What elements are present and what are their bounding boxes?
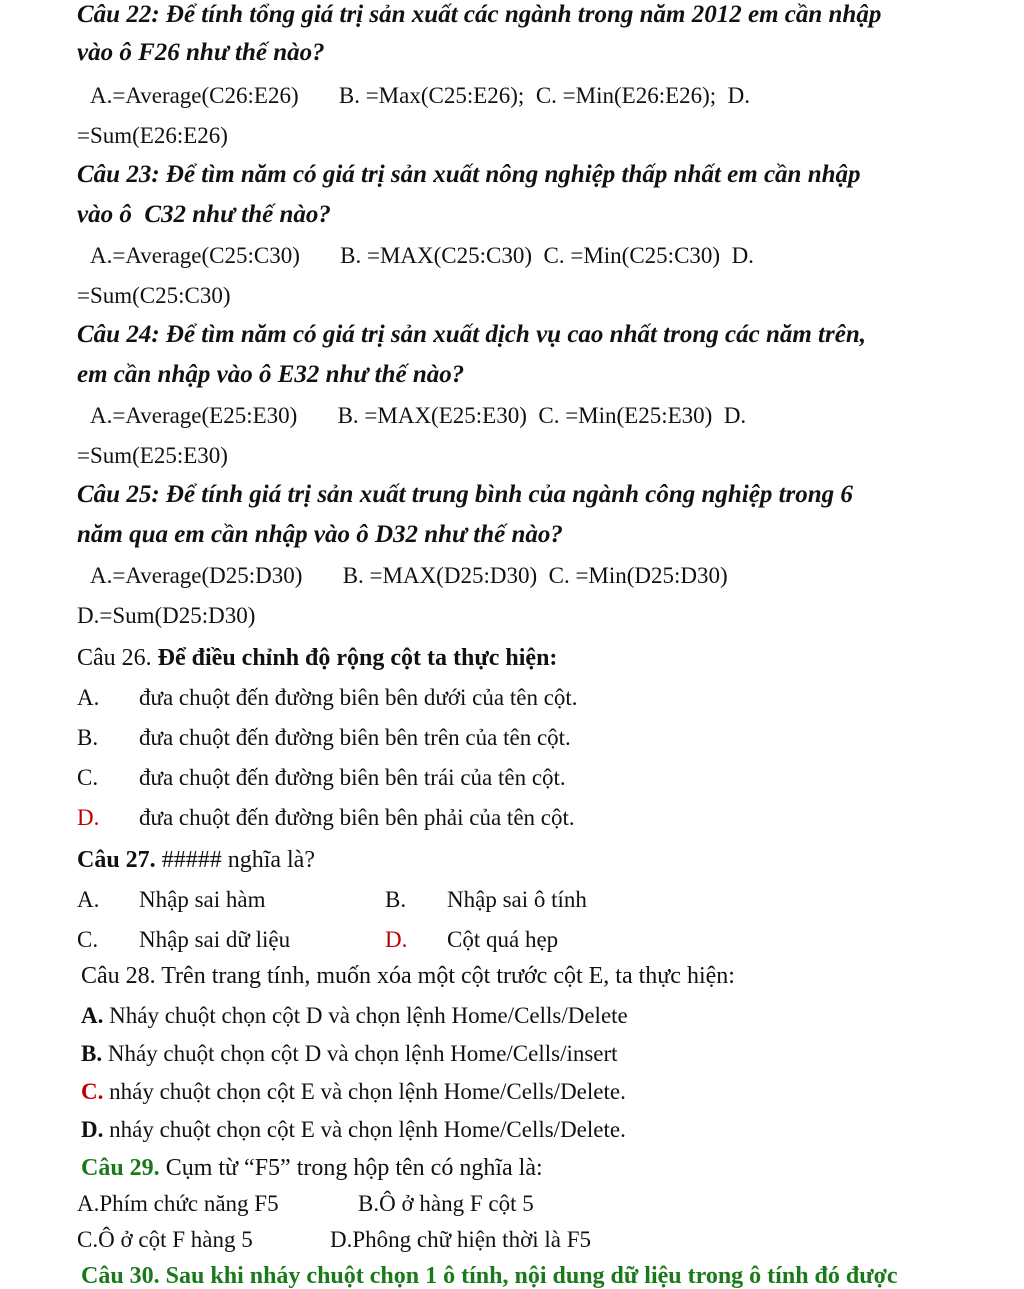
q27-heading (77, 848, 315, 872)
q27-option-a-text: Nhập sai hàm (139, 887, 266, 912)
q27-option-d-label: D. (385, 927, 408, 952)
q27-option-a (77, 888, 265, 911)
q27-option-b (385, 888, 587, 911)
q23-line1: Câu 23: Để tìm năm có giá trị sản xuất nông nghiệp thấp nhất em cần nhập (77, 161, 861, 188)
q27-option-a-label: A. (77, 887, 100, 912)
q26-option-d (77, 806, 575, 829)
q28-option-d-label: D. (81, 1117, 104, 1142)
q27-option-b-text: Nhập sai ô tính (447, 887, 587, 912)
q22-options-line2: =Sum(E26:E26) (77, 123, 228, 148)
q27-option-b-label: B. (385, 887, 407, 912)
q28-option-b (81, 1042, 618, 1065)
q22-options-line1: A.=Average(C26:E26) B. =Max(C25:E26); C. =Min(E26:E26); D. (90, 83, 751, 108)
q28-option-d (81, 1118, 626, 1141)
q27-option-d (385, 928, 558, 951)
q23-options-line1: A.=Average(C25:C30) B. =MAX(C25:C30) C. =Min(C25:C30) D. (90, 243, 754, 268)
q27-option-c-text: Nhập sai dữ liệu (139, 927, 291, 952)
q28-option-a-label: A. (81, 1003, 104, 1028)
q26-title: Để điều chỉnh độ rộng cột ta thực hiện: (157, 645, 558, 671)
q26-heading (77, 646, 557, 670)
q24-options-line2: =Sum(E25:E30) (77, 443, 228, 468)
q28-option-c-text: nháy chuột chọn cột E và chọn lệnh Home/Cells/Delete. (103, 1079, 626, 1104)
q26-option-a (77, 686, 578, 709)
q28-option-a-text: Nháy chuột chọn cột D và chọn lệnh Home/Cells/Delete (103, 1003, 628, 1028)
q29-heading (81, 1156, 543, 1180)
q24-line2: em cần nhập vào ô E32 như thế nào? (77, 361, 465, 388)
q27-option-c (77, 928, 290, 951)
q29-option-c: C.Ô ở cột F hàng 5 (77, 1227, 253, 1252)
q25-line2: năm qua em cần nhập vào ô D32 như thế nào? (77, 521, 563, 548)
q27-title: ##### nghĩa là? (155, 847, 315, 873)
q29-option-d: D.Phông chữ hiện thời là F5 (330, 1227, 592, 1252)
q27-option-d-text: Cột quá hẹp (447, 927, 559, 952)
q22-line2: vào ô F26 như thế nào? (77, 39, 325, 66)
q26-option-d-label: D. (77, 805, 100, 830)
q28-option-c-label: C. (81, 1079, 104, 1104)
q28-heading: Câu 28. Trên trang tính, muốn xóa một cột trước cột E, ta thực hiện: (81, 963, 735, 989)
q28-option-c (81, 1080, 626, 1103)
q26-option-c (77, 766, 566, 789)
q26-option-a-text: đưa chuột đến đường biên bên dưới của tên cột. (139, 685, 578, 710)
q28-option-a (81, 1004, 628, 1027)
q30-line1: Câu 30. Sau khi nháy chuột chọn 1 ô tính, nội dung dữ liệu trong ô tính đó được (81, 1263, 898, 1289)
q26-option-c-text: đưa chuột đến đường biên bên trái của tên cột. (139, 765, 566, 790)
q25-line1: Câu 25: Để tính giá trị sản xuất trung bình của ngành công nghiệp trong 6 (77, 481, 853, 508)
q23-options-line2: =Sum(C25:C30) (77, 283, 231, 308)
q26-prefix: Câu 26. (77, 645, 158, 671)
q29-option-b: B.Ô ở hàng F cột 5 (358, 1191, 534, 1216)
q24-options-line1: A.=Average(E25:E30) B. =MAX(E25:E30) C. =Min(E25:E30) D. (90, 403, 747, 428)
q26-option-b (77, 726, 571, 749)
q22-line1: Câu 22: Để tính tổng giá trị sản xuất các ngành trong năm 2012 em cần nhập (77, 1, 882, 28)
q29-title: Cụm từ “F5” trong hộp tên có nghĩa là: (159, 1155, 543, 1181)
q27-option-c-label: C. (77, 927, 99, 952)
q26-option-d-text: đưa chuột đến đường biên bên phải của tên cột. (139, 805, 575, 830)
q29-option-a: A.Phím chức năng F5 (77, 1191, 279, 1216)
q28-option-b-text: Nháy chuột chọn cột D và chọn lệnh Home/Cells/insert (102, 1041, 618, 1066)
q28-option-b-label: B. (81, 1041, 103, 1066)
q26-option-a-label: A. (77, 685, 100, 710)
q28-option-d-text: nháy chuột chọn cột E và chọn lệnh Home/Cells/Delete. (103, 1117, 626, 1142)
q23-line2: vào ô C32 như thế nào? (77, 201, 331, 228)
q24-line1: Câu 24: Để tìm năm có giá trị sản xuất dịch vụ cao nhất trong các năm trên, (77, 321, 866, 348)
q26-option-b-label: B. (77, 725, 99, 750)
q26-option-c-label: C. (77, 765, 99, 790)
q26-option-b-text: đưa chuột đến đường biên bên trên của tên cột. (139, 725, 571, 750)
q29-prefix: Câu 29. (81, 1155, 160, 1181)
q25-options-line1: A.=Average(D25:D30) B. =MAX(D25:D30) C. =Min(D25:D30) (90, 563, 728, 588)
q25-options-line2: D.=Sum(D25:D30) (77, 603, 256, 628)
q27-prefix: Câu 27. (77, 847, 156, 873)
